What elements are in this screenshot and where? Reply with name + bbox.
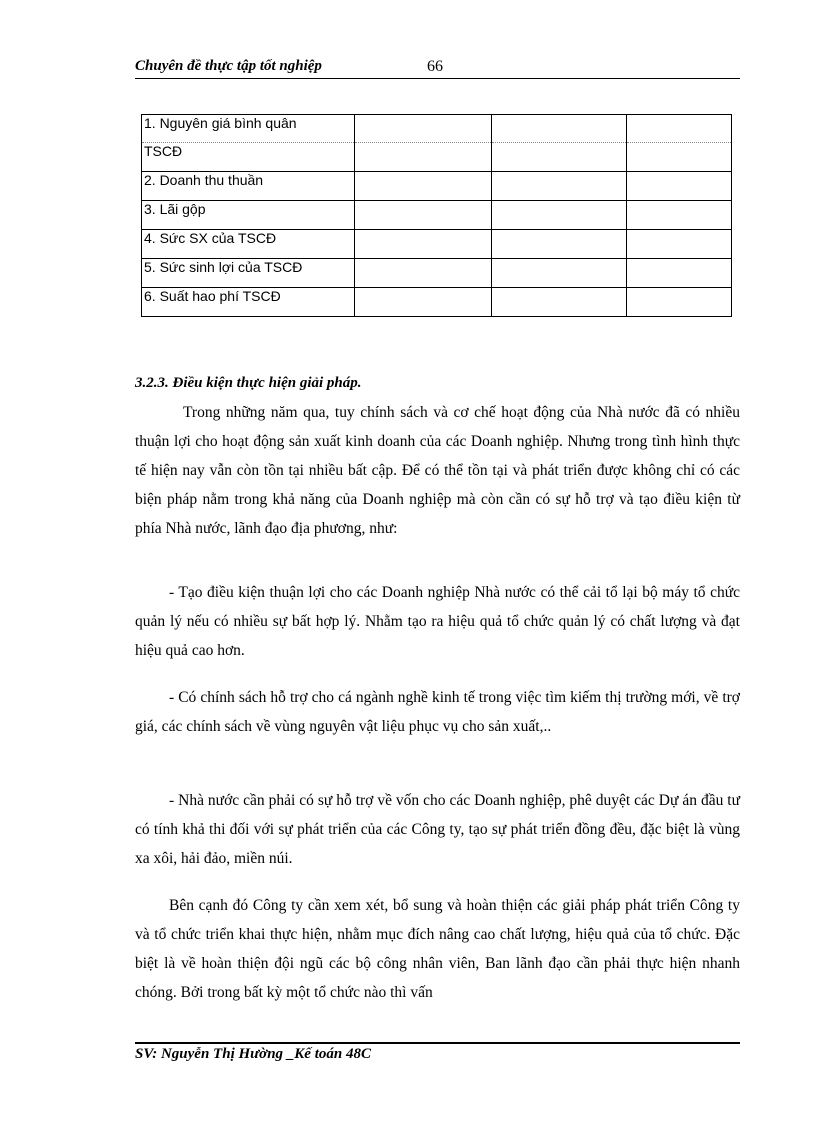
table-cell (492, 172, 627, 201)
row-label: 4. Sức SX của TSCĐ (142, 230, 355, 259)
indicator-table (141, 114, 732, 317)
table-cell (355, 172, 492, 201)
table-cell (355, 259, 492, 288)
row-label: 6. Suất hao phí TSCĐ (142, 288, 355, 317)
table-cell (355, 288, 492, 317)
paragraph-item-1: - Tạo điều kiện thuận lợi cho các Doanh nghiệp Nhà nước có thể cải tổ lại bộ máy tổ chức quản lý nếu có nhiều sự bất hợp lý. Nhằm tạo ra hiệu quả tổ chức quản lý có chất lượng và đạt hiệu quả cao hơn. (135, 584, 740, 659)
table-row (142, 288, 732, 317)
table-cell (492, 201, 627, 230)
row-label: TSCĐ (142, 143, 355, 172)
table-cell (355, 115, 492, 143)
table-row (142, 230, 732, 259)
header-title: Chuyên đề thực tập tốt nghiệp (135, 58, 322, 74)
row-label: 3. Lãi gộp (142, 201, 355, 230)
table-row (142, 115, 732, 143)
table-cell (355, 230, 492, 259)
table-cell (492, 259, 627, 288)
table-cell (355, 201, 492, 230)
table-cell (627, 172, 732, 201)
table-cell (355, 143, 492, 172)
page-number: 66 (427, 58, 443, 75)
footer-divider (135, 1042, 740, 1044)
table-row (142, 172, 732, 201)
table-cell (627, 201, 732, 230)
table-cell (627, 115, 732, 143)
section-heading: 3.2.3. Điều kiện thực hiện giải pháp. (135, 375, 362, 391)
row-label: 1. Nguyên giá bình quân (142, 115, 355, 143)
table-row (142, 259, 732, 288)
table-row (142, 201, 732, 230)
row-label: 2. Doanh thu thuần (142, 172, 355, 201)
row-label: 5. Sức sinh lợi của TSCĐ (142, 259, 355, 288)
table-cell (627, 288, 732, 317)
paragraph-intro: Trong những năm qua, tuy chính sách và cơ chế hoạt động của Nhà nước đã có nhiều thuận lợi cho hoạt động sản xuất kinh doanh của các Doanh nghiệp. Nhưng trong tình hình thực tế hiện nay vẫn còn tồn tại nhiều bất cập. Để có thể tồn tại và phát triển được không chỉ có các biện pháp nằm trong khả năng của Doanh nghiệp mà còn cần có sự hỗ trợ và tạo điều kiện từ phía Nhà nước, lãnh đạo địa phương, như: (135, 404, 740, 537)
page-header (135, 58, 740, 79)
page-footer: SV: Nguyễn Thị Hường _Kế toán 48C (135, 1046, 371, 1062)
table-cell (492, 143, 627, 172)
table-row (142, 143, 732, 172)
table-cell (627, 230, 732, 259)
table-cell (627, 143, 732, 172)
table-cell (627, 259, 732, 288)
table-cell (492, 230, 627, 259)
table-cell (492, 115, 627, 143)
paragraph-item-3: - Nhà nước cần phải có sự hỗ trợ về vốn cho các Doanh nghiệp, phê duyệt các Dự án đầu tư có tính khả thi đối với sự phát triển của các Công ty, tạo sự phát triển đồng đều, đặc biệt là vùng xa xôi, hải đảo, miền núi. (135, 792, 740, 867)
table-cell (492, 288, 627, 317)
paragraph-item-2: - Có chính sách hỗ trợ cho cá ngành nghề kinh tế trong việc tìm kiếm thị trường mới, về trợ giá, các chính sách về vùng nguyên vật liệu phục vụ cho sản xuất,.. (135, 689, 740, 735)
paragraph-conclusion: Bên cạnh đó Công ty cần xem xét, bổ sung và hoàn thiện các giải pháp phát triển Công ty và tổ chức triển khai thực hiện, nhằm mục đích nâng cao chất lượng, hiệu quả của tổ chức. Đặc biệt là về hoàn thiện đội ngũ các bộ công nhân viên, Ban lãnh đạo cần phải thực hiện nhanh chóng. Bởi trong bất kỳ một tổ chức nào thì vấn (135, 897, 740, 1001)
